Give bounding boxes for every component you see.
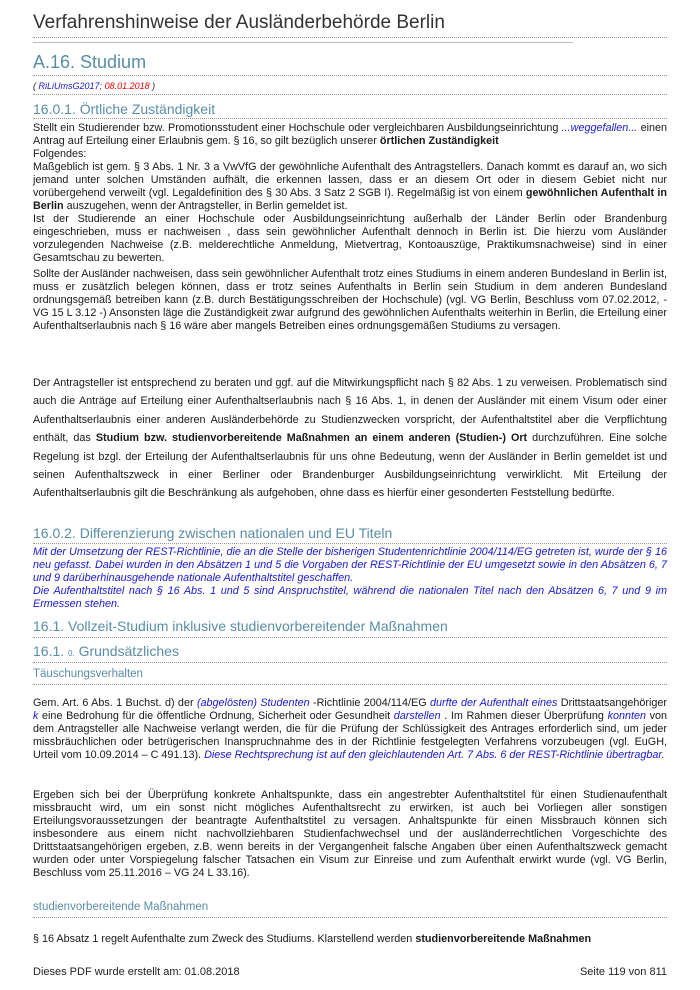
section-heading-16-0-1: 16.0.1. Örtliche Zuständigkeit <box>33 101 216 117</box>
meta-date: 08.01.2018 <box>104 81 150 91</box>
label-studienvorbereitende-massnahmen: studienvorbereitende Maßnahmen <box>33 901 209 913</box>
chapter-title: A.16. Studium <box>33 52 147 72</box>
document-title: Verfahrenshinweise der Ausländerbehörde Berlin <box>33 12 445 33</box>
paragraph-5: Der Antragsteller ist entsprechend zu beraten und ggf. auf die Mitwirkungspflicht nach § 82 Abs. 1 zu verweisen. Problematisch sind auch die Anträge auf Erteilung einer Aufenthaltserlaubnis nach § 16 Abs. 1, in denen der Ausländer mit einem Visum oder einer Aufenthaltserlaubnis einer anderen Ausländerbehörde zu Studienzwecken vorspricht, der Aufenthaltstitel aber die Verpflichtung enthält, das Studium bzw. studienvorbereitende Maßnahmen an einem anderen (Studien-) Ort durchzuführen. Eine solche Regelung ist bzgl. der Erteilung der Aufenthaltserlaubnis für uns ohne Bedeutung, wenn der Ausländer in Berlin gemeldet ist und seinen Aufenthaltszweck in einer Berliner oder Brandenburger Ausbildungseinrichtung verwirklicht. Mit Erteilung der Aufenthaltserlaubnis gilt die Beschränkung als aufgehoben, ohne dass es hierfür einer gesonderten Feststellung bedürfte. <box>33 377 667 500</box>
meta-divider <box>33 94 667 95</box>
paragraph-16-absatz-1: § 16 Absatz 1 regelt Aufenthalte zum Zweck des Studiums. Klarstellend werden studienvorbereitende Maßnahmen <box>33 933 592 945</box>
section-divider <box>33 662 667 663</box>
paragraph-4: Sollte der Ausländer nachweisen, dass sein gewöhnlicher Aufenthalt trotz eines Studiums in einem anderen Bundesland in Berlin ist, muss er zusätzlich belegen können, dass er trotz seines Aufenthalts in Berlin sein Studium in dem anderen Bundesland ordnungsgemäß betreiben kann (z.B. durch Bestätigungsschreiben der Hochschule) (vgl. VG Berlin, Beschluss vom 07.02.2012, - VG 15 L 3.12 -) Ansonsten läge die Zuständigkeit zwar aufgrund des gewöhnlichen Aufenthalts weiterhin in Berlin, die Erteilung einer Aufenthaltserlaubnis nach § 16 wäre aber mangels Betreiben eines ordnungsgemäßen Studiums zu versagen. <box>33 268 667 332</box>
eu-paragraph-2: Die Aufenthaltstitel nach § 16 Abs. 1 und 5 sind Anspruchstitel, während die nationalen Titel nach den Absätzen 6, 7 und 9 im Ermessen stehen. <box>33 585 667 610</box>
chapter-divider <box>33 75 667 76</box>
paragraph-taeuschung-2: Ergeben sich bei der Überprüfung konkrete Anhaltspunkte, dass ein angestrebter Aufenthaltstitel für einen Studienaufenthalt missbraucht wird, um ein sonst nicht mögliches Aufenthaltsrecht zu erwirken, ist auch bei Vorliegen aller sonstigen Erteilungsvoraussetzungen der beantragte Aufenthaltstitel zu versagen. Anhaltspunkte für einen Missbrauch können sich insbesondere aus einem nicht nachvollziehbaren Studienfachwechsel und der ausländerrechtlichen Vorgeschichte des Drittstaatsangehörigen ergeben, z.B. wenn bereits in der Vergangenheit falsche Angaben über einen Aufenthaltszweck gemacht wurden oder unter Vorspiegelung falscher Tatsachen ein Visum zur Einreise und zum Aufenthalt erwirkt wurde (vgl. VG Berlin, Beschluss vom 25.11.2016 – VG 24 L 33.16). <box>33 789 667 879</box>
footer-page-number: Seite 119 von 811 <box>579 966 667 978</box>
paragraph-3: Ist der Studierende an einer Hochschule oder Ausbildungseinrichtung außerhalb der Länder Berlin oder Brandenburg eingeschrieben, muss er nachweisen , dass sein gewöhnlicher Aufenthalt dennoch in Berlin ist. Die hierzu vom Ausländer vorzulegenden Nachweise (z.B. melderechtliche Anmeldung, Mietvertrag, Kontoauszüge, Praktikumsnachweise) sind in einer Gesamtschau zu bewerten. <box>33 213 667 264</box>
rili-link[interactable]: RiLiUmsG2017 <box>38 81 100 91</box>
chapter-meta: ( RiLiUmsG2017; 08.01.2018 ) <box>33 81 156 91</box>
eu-paragraph-1: Mit der Umsetzung der REST-Richtlinie, die an die Stelle der bisherigen Studentenrichtlinie 2004/114/EG getreten ist, wurde der § 16 neu gefasst. Dabei wurden in den Absätzen 1 und 5 die Vorgaben der REST-Richtlinie der EU umgesetzt sowie in den Absätzen 6, 7 und 9 darüberhinausgehende nationale Aufenthaltstitel geschaffen. <box>33 546 667 584</box>
paragraph-1: Stellt ein Studierender bzw. Promotionsstudent einer Hochschule oder vergleichbaren Ausbildungseinrichtung ...weggefallen... einen Antrag auf Erteilung einer Erlaubnis gem. § 16, so gilt bezüglich unserer örtlichen Zuständigkeit Folgendes: <box>33 122 668 160</box>
section-heading-16-1: 16.1. Vollzeit-Studium inklusive studienvorbereitender Maßnahmen <box>33 618 448 634</box>
section-divider <box>33 637 667 638</box>
paragraph-taeuschung-1: Gem. Art. 6 Abs. 1 Buchst. d) der (abgelösten) Studenten -Richtlinie 2004/114/EG durfte der Aufenthalt eines Drittstaatsangehöriger k eine Bedrohung für die öffentliche Ordnung, Sicherheit oder Gesundheit darstellen . Im Rahmen dieser Überprüfung konnten von dem Antragsteller alle Nachweise verlangt werden, die für die Prüfung der Schlüssigkeit des Antrages erforderlich sind, um jeder missbräuchlichen oder betrügerischen Inanspruchnahme des in der Richtlinie festgelegten Verfahrens vorzubeugen (vgl. EuGH, Urteil vom 10.09.2014 – C 491.13). Diese Rechtsprechung ist auf den gleichlautenden Art. 7 Abs. 6 der REST-Richtlinie übertragbar. <box>33 697 668 761</box>
label-taeuschungsverhalten: Täuschungsverhalten <box>33 668 143 680</box>
section-heading-16-0-2: 16.0.2. Differenzierung zwischen nationalen und EU Titeln <box>33 525 393 541</box>
removed-marker: ...weggefallen... <box>561 122 638 134</box>
title-underline <box>33 42 573 43</box>
footer-created-date: Dieses PDF wurde erstellt am: 01.08.2018 <box>33 966 240 978</box>
paragraph-2: Maßgeblich ist gem. § 3 Abs. 1 Nr. 3 a VwVfG der gewöhnliche Aufenthalt des Antragstellers. Danach kommt es darauf an, wo sich jemand unter solchen Umständen aufhält, die erkennen lassen, dass er an diesem Ort oder in diesem Gebiet nicht nur vorübergehend verweilt (vgl. Legaldefinition des § 30 Abs. 3 Satz 2 SGB I). Regelmäßig ist von einem gewöhnlichen Aufenthalt in Berlin auszugehen, wenn der Antragsteller, in Berlin gemeldet ist. <box>33 161 667 212</box>
section-divider <box>33 543 667 544</box>
section-divider <box>33 118 667 119</box>
subsection-heading-16-1-0: 16.1. 0. Grundsätzliches <box>33 643 179 659</box>
label-divider <box>33 917 667 918</box>
label-divider <box>33 684 667 685</box>
title-divider <box>33 37 667 38</box>
